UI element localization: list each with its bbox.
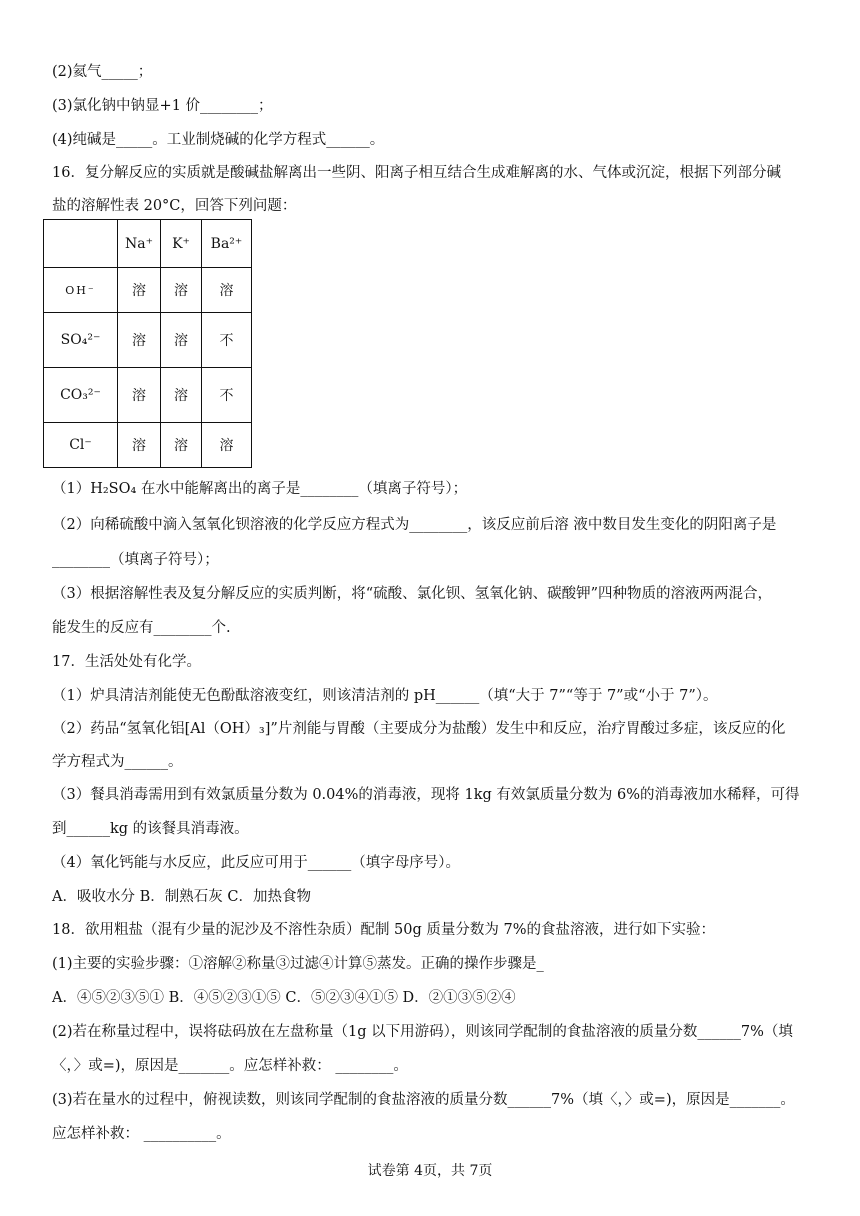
q17-part-2-line-2: 学方程式为______。 xyxy=(52,754,183,770)
table-cell: 溶 xyxy=(161,368,202,423)
q15-line-4: (4)纯碱是_____。工业制烧碱的化学方程式______。 xyxy=(52,132,385,148)
table-header-na: Na⁺ xyxy=(118,220,161,268)
table-cell: 溶 xyxy=(161,423,202,468)
table-ion-cl: Cl⁻ xyxy=(44,423,118,468)
q18-part-3-line-1: (3)若在量水的过程中，俯视读数，则该同学配制的食盐溶液的质量分数______7%（填〈，〉或=)，原因是_______。 xyxy=(52,1092,795,1108)
table-row xyxy=(44,368,252,423)
q17-part-4: （4）氧化钙能与水反应，此反应可用于______（填字母序号）。 xyxy=(52,855,460,871)
q17-stem: 17．生活处处有化学。 xyxy=(52,654,201,670)
q18-part-2-line-1: (2)若在称量过程中，误将砝码放在左盘称量（1g 以下用游码），则该同学配制的食盐溶液的质量分数______7%（填 xyxy=(52,1024,793,1040)
q18-stem: 18．欲用粗盐（混有少量的泥沙及不溶性杂质）配制 50g 质量分数为 7%的食盐溶液，进行如下实验： xyxy=(52,922,716,938)
q17-part-3-line-1: （3）餐具消毒需用到有效氯质量分数为 0.04%的消毒液，现将 1kg 有效氯质量分数为 6%的消毒液加水稀释，可得 xyxy=(52,787,800,803)
q16-stem-2: 盐的溶解性表 20°C，回答下列问题： xyxy=(52,198,297,214)
table-corner-cell xyxy=(44,220,118,268)
table-ion-oh: OH⁻ xyxy=(44,268,118,313)
table-header-k: K⁺ xyxy=(161,220,202,268)
table-cell: 不 xyxy=(202,313,252,368)
q16-part-2-line-1: （2）向稀硫酸中滴入氢氧化钡溶液的化学反应方程式为________，该反应前后溶 液中数目发生变化的阴阳离子是 xyxy=(52,517,777,533)
table-header-row xyxy=(44,220,252,268)
table-cell: 不 xyxy=(202,368,252,423)
table-cell: 溶 xyxy=(118,313,161,368)
table-row xyxy=(44,423,252,468)
q16-part-2-line-2: ________（填离子符号）； xyxy=(52,552,219,568)
q18-part-2-line-2: 〈，〉或=)，原因是_______。应怎样补救： ________。 xyxy=(52,1058,408,1074)
table-cell: 溶 xyxy=(202,423,252,468)
table-cell: 溶 xyxy=(118,268,161,313)
table-row xyxy=(44,268,252,313)
q16-part-3-line-2: 能发生的反应有________个. xyxy=(52,620,231,636)
table-header-ba: Ba²⁺ xyxy=(202,220,252,268)
page-footer: 试卷第 4页，共 7页 xyxy=(367,1163,493,1179)
solubility-table xyxy=(43,219,252,468)
q16-part-3-line-1: （3）根据溶解性表及复分解反应的实质判断，将“硫酸、氯化钡、氢氧化钠、碳酸钾”四种物质的溶液两两混合， xyxy=(52,586,773,602)
table-ion-co3: CO₃²⁻ xyxy=(44,368,118,423)
q15-line-2: (2)氦气_____； xyxy=(52,64,153,80)
q17-options: A．吸收水分 B．制熟石灰 C．加热食物 xyxy=(52,889,311,905)
q17-part-1: （1）炉具清洁剂能使无色酚酞溶液变红，则该清洁剂的 pH______（填“大于 7”“等于 7”或“小于 7”）。 xyxy=(52,688,718,704)
q18-options: A．④⑤②③⑤① B．④⑤②③①⑤ C．⑤②③④①⑤ D．②①③⑤②④ xyxy=(52,990,516,1006)
q17-part-3-line-2: 到______kg 的该餐具消毒液。 xyxy=(52,821,249,837)
table-row xyxy=(44,313,252,368)
table-cell: 溶 xyxy=(118,368,161,423)
q15-line-3: (3)氯化钠中钠显+1 价________； xyxy=(52,98,273,114)
table-cell: 溶 xyxy=(161,268,202,313)
q16-part-1: （1）H₂SO₄ 在水中能解离出的离子是________（填离子符号）； xyxy=(52,481,468,497)
table-cell: 溶 xyxy=(202,268,252,313)
q18-part-1: (1)主要的实验步骤：①溶解②称量③过滤④计算⑤蒸发。正确的操作步骤是_ xyxy=(52,956,544,972)
table-cell: 溶 xyxy=(118,423,161,468)
table-cell: 溶 xyxy=(161,313,202,368)
q18-part-3-line-2: 应怎样补救： __________。 xyxy=(52,1126,231,1142)
table-ion-so4: SO₄²⁻ xyxy=(44,313,118,368)
q16-stem-1: 16．复分解反应的实质就是酸碱盐解离出一些阴、阳离子相互结合生成难解离的水、气体或沉淀，根据下列部分碱 xyxy=(52,165,781,181)
q17-part-2-line-1: （2）药品“氢氧化铝[Al（OH）₃]”片剂能与胃酸（主要成分为盐酸）发生中和反应，治疗胃酸过多症，该反应的化 xyxy=(52,721,786,737)
